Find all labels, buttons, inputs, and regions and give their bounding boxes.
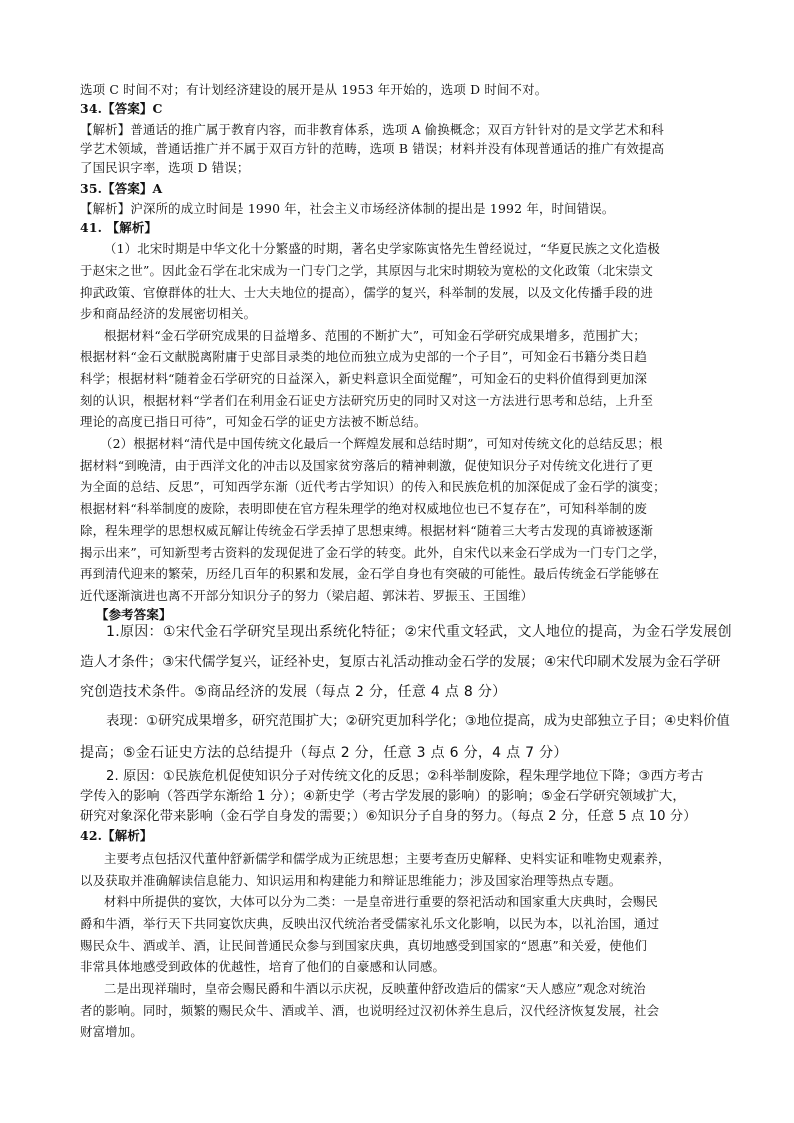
q41-part2-line: 揭示出来”，可知新型考古资料的发现促进了金石学的转变。此外，自宋代以来金石学成为一门专门之学， (80, 545, 666, 560)
q41-heading: 41. 【解析】 (80, 220, 158, 235)
q41-part1-line: （1）北宋时期是中华文化十分繁盛的时期，著名史学家陈寅恪先生曾经说过，“华夏民族之文化造极 (104, 241, 661, 256)
q41-ref2-line: 2. 原因：①民族危机促使知识分子对传统文化的反思；②科举制废除，程朱理学地位下降；③西方考古 (106, 769, 704, 784)
q41-part1-line: 理论的高度已指日可待”，可知金石学的证史方法被不断总结。 (80, 414, 427, 429)
q41-reference-heading: 【参考答案】 (96, 607, 172, 622)
q41-ref2-line: 研究对象深化带来影响（金石学自身发的需要；）⑥知识分子自身的努力。（每点 2 分，任意 5 点 10 分） (80, 809, 697, 824)
q34-answer: 34.【答案】C (80, 101, 163, 116)
q41-ref1-line: 1.原因：①宋代金石学研究呈现出系统化特征；②宋代重文轻武，文人地位的提高，为金石学发展创 (106, 624, 732, 640)
q42-heading: 42.【解析】 (80, 828, 153, 843)
q41-part1-line: 刻的认识，根据材料“学者们在利用金石证史方法研究历史的同时又对这一方法进行思考和总结，上升至 (80, 393, 654, 408)
q42-paragraph-line: 赐民众牛、酒或羊、酒，让民间普通民众参与到国家庆典，真切地感受到国家的“恩惠”和关爱，使他们 (80, 938, 648, 953)
q42-paragraph-line: 爵和牛酒，举行天下共同宴饮庆典，反映出汉代统治者受儒家礼乐文化影响，以民为本，以礼治国，通过 (80, 916, 660, 931)
q42-paragraph-line: 财富增加。 (80, 1024, 143, 1039)
q41-ref2-line: 学传入的影响（答西学东渐给 1 分）；④新史学（考古学发展的影响）的影响；⑤金石学研究领域扩大， (80, 789, 686, 804)
q41-part2-line: （2）根据材料“清代是中国传统文化最后一个辉煌发展和总结时期”，可知对传统文化的总结反思；根 (100, 436, 663, 451)
q41-part1-line: 抑武政策、官僚群体的壮大、士大夫地位的提高），儒学的复兴，科举制的发展，以及文化传播手段的进 (80, 285, 653, 300)
q42-paragraph-line: 以及获取并准确解读信息能力、知识运用和构建能力和辩证思维能力；涉及国家治理等热点专题。 (80, 873, 622, 888)
q41-part2-line: 根据材料“科举制度的废除，表明即使在官方程朱理学的绝对权威地位也已不复存在”，可知科举制的废 (80, 501, 648, 516)
q41-part1-line: 根据材料“金石文献脱离附庸于史部目录类的地位而独立成为史部的一个子目”，可知金石书籍分类日趋 (80, 349, 648, 364)
q41-part1-line: 于赵宋之世”。因此金石学在北宋成为一门专门之学，其原因与北宋时期较为宽松的文化政策（北宋崇文 (80, 263, 654, 278)
q41-ref1-line: 造人才条件；③宋代儒学复兴，证经补史，复原古礼活动推动金石学的发展；④宋代印刷术发展为金石学研 (80, 654, 721, 670)
q34-analysis-line: 【解析】普通话的推广属于教育内容，而非教育体系，选项 A 偷换概念；双百方针针对的是文学艺术和科 (80, 122, 665, 137)
q41-ref-performance-line: 表现：①研究成果增多，研究范围扩大；②研究更加科学化；③地位提高，成为史部独立子目；④史料价值 (106, 714, 730, 729)
q41-part2-line: 近代逐渐演进也离不开部分知识分子的努力（梁启超、郭沫若、罗振玉、王国维） (80, 588, 534, 603)
q35-answer: 35.【答案】A (80, 181, 163, 196)
q42-paragraph-line: 非常具体地感受到政体的优越性，培育了他们的自豪感和认同感。 (80, 959, 446, 974)
q41-part1-line: 步和商品经济的发展密切相关。 (80, 306, 257, 321)
q41-part1-line: 科学；根据材料“随着金石学研究的日益深入，新史料意识全面觉醒”，可知金石的史料价值得到更加深 (80, 371, 648, 386)
q42-paragraph-line: 二是出现祥瑞时，皇帝会赐民爵和牛酒以示庆祝，反映董仲舒改造后的儒家“天人感应”观念对统治 (104, 981, 646, 996)
q41-part2-line: 再到清代迎来的繁荣，历经几百年的积累和发展，金石学自身也有突破的可能性。最后传统金石学能够在 (80, 566, 660, 581)
q42-paragraph-line: 材料中所提供的宴饮，大体可以分为二类：一是皇帝进行重要的祭祀活动和国家重大庆典时，会赐民 (104, 894, 658, 909)
q41-ref1-line: 究创造技术条件。⑤商品经济的发展（每点 2 分，任意 4 点 8 分） (80, 684, 507, 700)
q34-analysis-line: 了国民识字率，选项 D 错误； (80, 160, 250, 175)
q33-tail-text: 选项 C 时间不对；有计划经济建设的展开是从 1953 年开始的，选项 D 时间不对。 (80, 82, 548, 97)
q41-part2-line: 据材料“到晚清，由于西洋文化的冲击以及国家贫穷落后的精神刺激，促使知识分子对传统文化进行了更 (80, 458, 654, 473)
q41-part1-line: 根据材料“金石学研究成果的日益增多、范围的不断扩大”，可知金石学研究成果增多，范围扩大； (104, 328, 646, 343)
q35-analysis: 【解析】沪深所的成立时间是 1990 年，社会主义市场经济体制的提出是 1992 年，时间错误。 (80, 201, 615, 216)
q42-paragraph-line: 主要考点包括汉代董仲舒新儒学和儒学成为正统思想；主要考查历史解释、史料实证和唯物史观素养， (104, 851, 671, 866)
q34-analysis-line: 学艺术领域，普通话推广并不属于双百方针的范畴，选项 B 错误；材料并没有体现普通话的推广有效提高 (80, 141, 665, 156)
q41-part2-line: 除，程朱理学的思想权威瓦解让传统金石学丢掉了思想束缚。根据材料“随着三大考古发现的真谛被逐渐 (80, 523, 654, 538)
q41-ref-performance-line: 提高；⑤金石证史方法的总结提升（每点 2 分，任意 3 点 6 分，4 点 7 分） (80, 745, 568, 761)
q42-paragraph-line: 者的影响。同时，频繁的赐民众牛、酒或羊、酒，也说明经过汉初休养生息后，汉代经济恢复发展，社会 (80, 1003, 660, 1018)
q41-part2-line: 为全面的总结、反思”，可知西学东渐（近代考古学知识）的传入和民族危机的加深促成了金石学的演变； (80, 479, 666, 494)
